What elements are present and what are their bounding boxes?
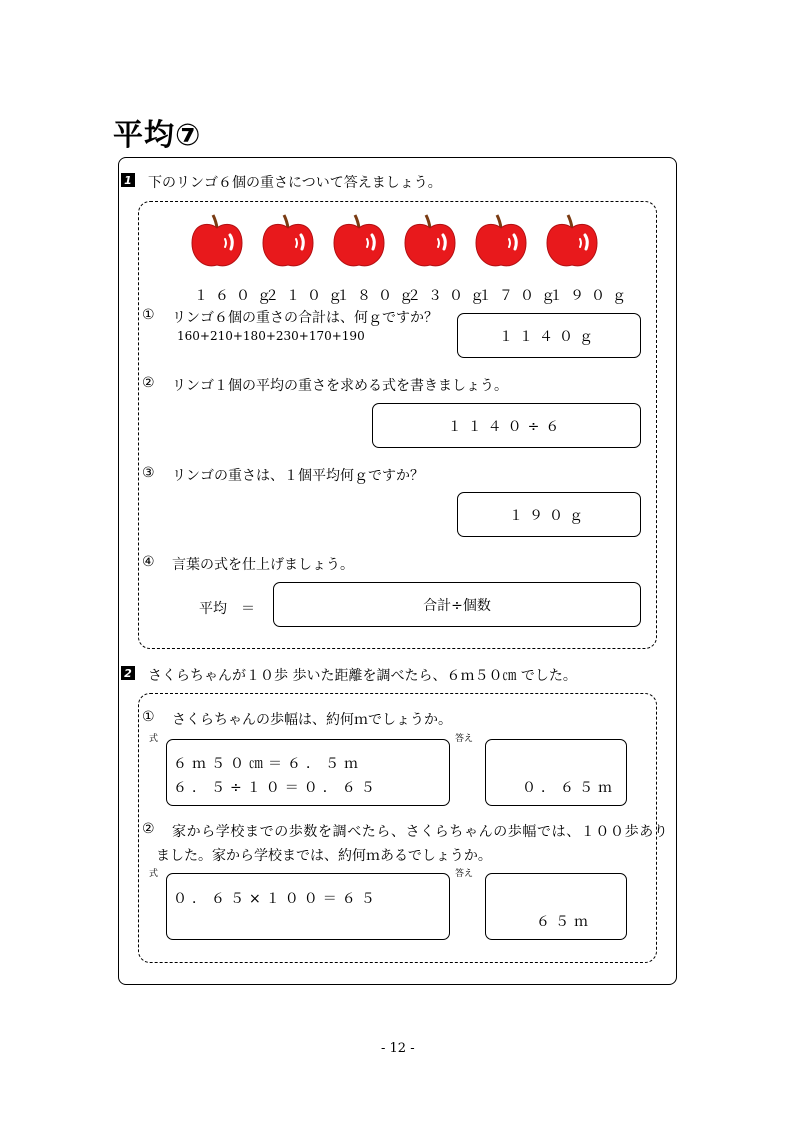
q2-item-2-mark: ② — [142, 821, 155, 837]
weight-4: ２３０ｇ — [407, 288, 491, 304]
q2-item-1-shiki-label: 式 — [149, 734, 159, 744]
page-number: - 12 - — [381, 1041, 415, 1056]
weight-6: １９０ｇ — [549, 288, 633, 304]
apple-icon — [405, 215, 455, 266]
apple-icon — [334, 215, 384, 266]
apple-icon — [476, 215, 526, 266]
q2-item-2-answer: ６５ｍ — [536, 914, 593, 930]
apples-illustration — [188, 213, 608, 273]
q2-item-1-kotae-label: 答え — [455, 734, 474, 744]
weight-1: １６０ｇ — [194, 288, 278, 304]
question-1-prompt: 下のリンゴ６個の重さについて答えましょう。 — [148, 175, 442, 191]
q1-item-2-text: リンゴ１個の平均の重さを求める式を書きましょう。 — [172, 378, 508, 394]
q1-item-1-formula: 160+210+180+230+170+190 — [177, 329, 365, 343]
q2-item-1-work-line-1: ６ｍ５０㎝＝６．５ｍ — [173, 756, 363, 772]
page-title: 平均⑦ — [113, 118, 202, 153]
q1-item-2-answer-box — [372, 403, 641, 448]
q1-item-3-answer-box — [457, 492, 641, 537]
q1-item-1-text: リンゴ６個の重さの合計は、何ｇですか？ — [172, 310, 438, 326]
apple-icon — [547, 215, 597, 266]
question-1-badge: 1 — [121, 173, 135, 187]
q1-item-2-mark: ② — [142, 375, 155, 391]
q2-item-1-answer: ０．６５ｍ — [522, 780, 617, 796]
q1-item-1-answer-box — [457, 313, 641, 358]
weight-3: １８０ｇ — [336, 288, 420, 304]
q1-item-4-text: 言葉の式を仕上げましょう。 — [172, 557, 354, 573]
q1-item-1-mark: ① — [142, 307, 155, 323]
q2-item-2-text: 家から学校までの歩数を調べたら、さくらちゃんの歩幅では、１００歩あり — [172, 824, 669, 840]
q2-item-1-mark: ① — [142, 709, 155, 725]
q2-item-1-text: さくらちゃんの歩幅は、約何ｍでしょうか。 — [172, 712, 452, 728]
q2-item-2-text-line-2: ました。家から学校までは、約何ｍあるでしょうか。 — [156, 848, 492, 864]
apple-icon — [263, 215, 313, 266]
q1-item-1-answer: １１４０ｇ — [499, 328, 599, 345]
q1-item-3-answer: １９０ｇ — [509, 507, 589, 524]
q1-item-4-label: 平均 ＝ — [199, 601, 255, 617]
question-2-badge: 2 — [121, 666, 135, 680]
weight-2: ２１０ｇ — [265, 288, 349, 304]
q1-item-4-answer-box — [273, 582, 641, 627]
q2-item-2-kotae-label: 答え — [455, 869, 474, 879]
question-2-prompt: さくらちゃんが１０歩 歩いた距離を調べたら、６ｍ５０㎝ でした。 — [148, 668, 577, 684]
q1-item-4-mark: ④ — [142, 554, 155, 570]
q1-item-3-mark: ③ — [142, 465, 155, 481]
q1-item-4-answer: 合計÷個数 — [423, 597, 491, 614]
q2-item-2-shiki-label: 式 — [149, 869, 159, 879]
apple-icon — [192, 215, 242, 266]
weight-5: １７０ｇ — [478, 288, 562, 304]
apple-row — [188, 213, 608, 273]
q1-item-2-answer: １１４０÷６ — [447, 418, 566, 435]
q2-item-1-work-line-2: ６．５÷１０＝０．６５ — [173, 780, 380, 796]
q2-item-2-work-line-1: ０．６５×１００＝６５ — [173, 891, 380, 907]
q1-item-3-text: リンゴの重さは、１個平均何ｇですか？ — [172, 468, 424, 484]
